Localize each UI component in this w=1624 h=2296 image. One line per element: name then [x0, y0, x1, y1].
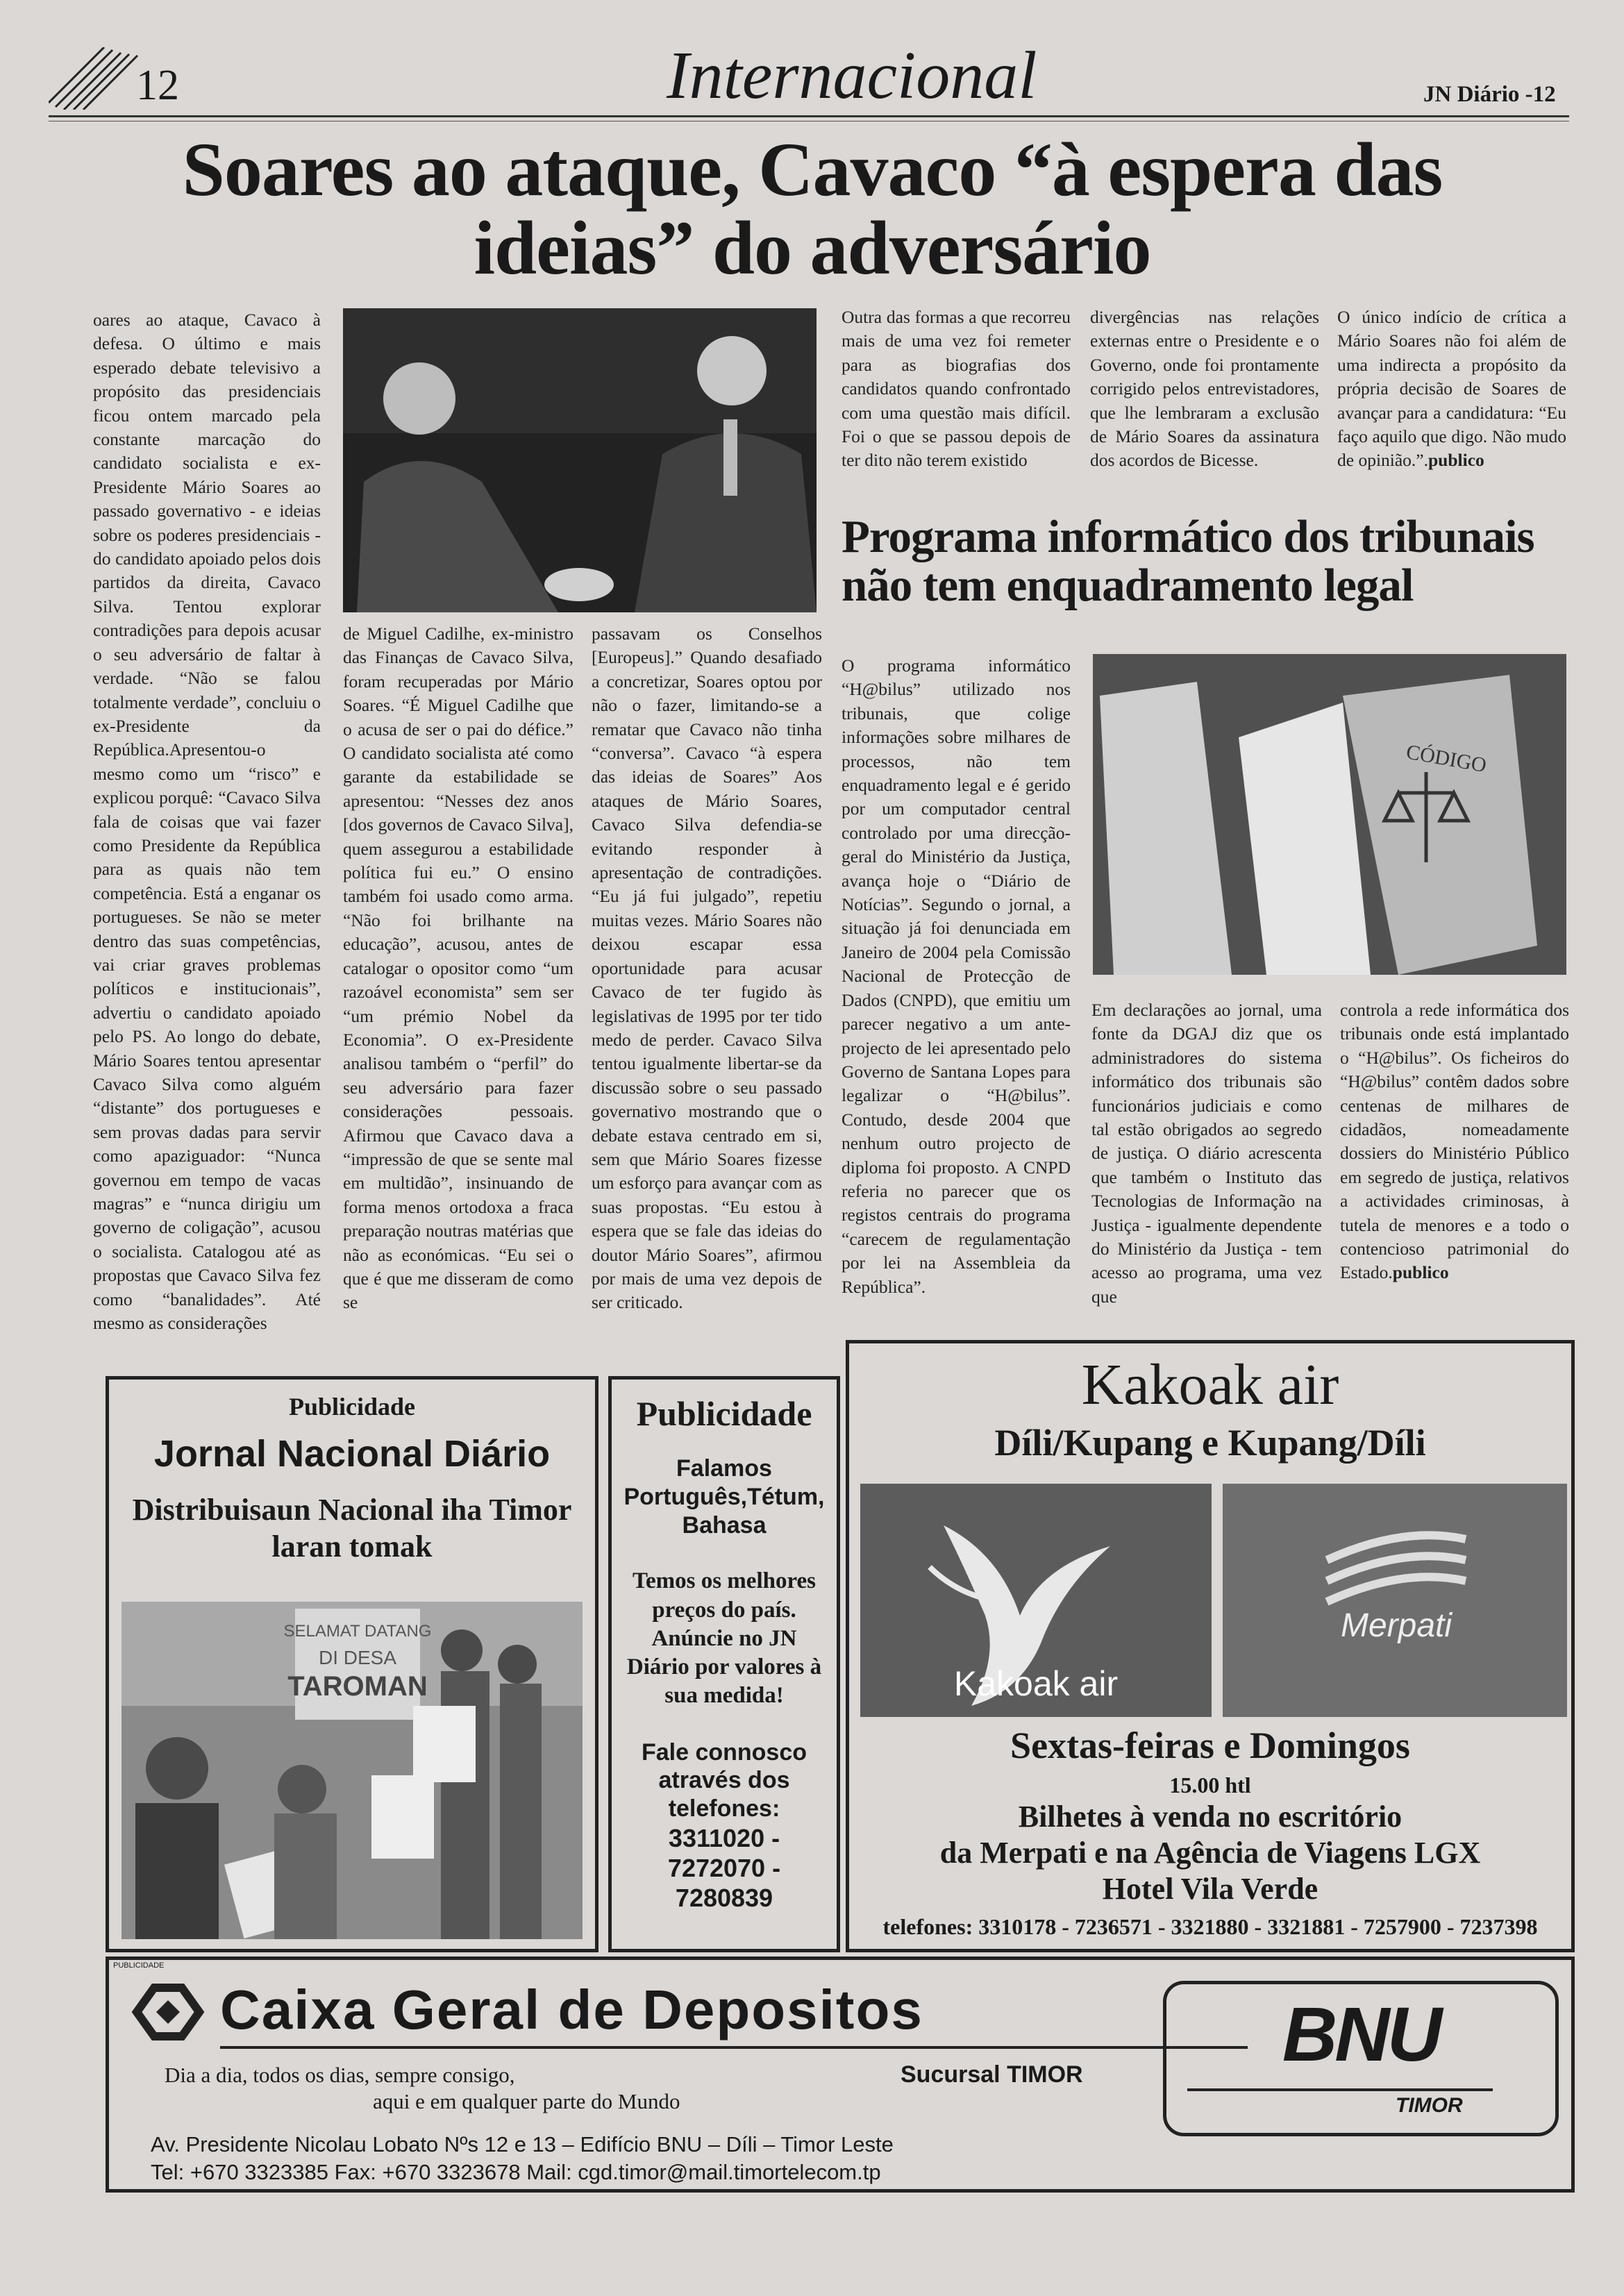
edition-label: JN Diário -12 [1423, 82, 1556, 107]
article1-column-2: de Miguel Cadilhe, ex-ministro das Finanças de Cavaco Silva, foram recuperadas por Mário Soares. “É Miguel Cadilhe que o acusa de ser o pai do défice.” O candidato socialista até como garante da estabilidade se apresentou: “Nesses dez anos [dos governos de Cavaco Silva], quem assegurou a estabilidade política fui eu.” O ensino também foi usado como arma. “Não foi brilhante na educação”, acusou, antes de catalogar o opositor como “um razoável economista” sem ser “um prémio Nobel da Economia”. O ex-Presidente analisou também o “perfil” do seu adversário para fazer considerações pessoais. Afirmou que Cavaco dava a “impressão de que se sente mal em multidão”, insinuando de forma menos ortodoxa a fraca preparação noutras matérias que não as económicas. “Eu sei o que é que me disseram de como se [343, 623, 574, 1313]
caixa-contacts: Tel: +670 3323385 Fax: +670 3323678 Mail: cgd.timor@mail.timortelecom.tp [151, 2160, 881, 2184]
ad-languages: Falamos Português,Tétum, Bahasa [623, 1455, 825, 1539]
debate-handshake-photo [343, 308, 817, 612]
kakoak-air-ad [846, 1340, 1575, 1952]
article2-column-3-text: controla a rede informática dos tribunais onde está implantado o “H@bilus”. Os ficheiros do “H@bilus” contêm dados sobre centenas de milhares de cidadãos, nomeadamente dossiers do Ministério Público em segredo de justiça, relativos a actividades criminosas, à tutela de menores e a todo o contencioso patrimonial do Estado. [1340, 1000, 1569, 1283]
kakoak-price: 15.00 htl [1169, 1773, 1251, 1798]
kakoak-title: Kakoak air [1081, 1352, 1339, 1417]
kakoak-logo [860, 1484, 1212, 1717]
ad-label: Publicidade [288, 1393, 416, 1421]
ad-tag: PUBLICIDADE [113, 1961, 165, 1970]
caixa-logo-icon [130, 1981, 206, 2043]
kakoak-tickets-line-3: Hotel Vila Verde [1102, 1871, 1319, 1906]
caixa-rule [220, 2046, 1248, 2049]
caixa-slogan-2: aqui e em qualquer parte do Mundo [373, 2089, 680, 2113]
article1-column-3: passavam os Conselhos [Europeus].” Quando desafiado a concretizar, Soares optou por não o fazer, limitando-se a rematar que Cavaco não tinha “conversa”. Cavaco “à espera das ideias de Soares” Aos ataques de Mário Soares, Cavaco Silva defendia-se evitando responder à apresentação de contradições. “Eu já fui julgado”, repetiu muitas vezes. Mário Soares não deixou escapar essa oportunidade para acusar Cavaco de ter fugido às legislativas de 1995 por ter tido medo de perder. Cavaco Silva tentou igualmente libertar-se da discussão sobre o seu passado governativo mostrando que o debate estava centrado em si, sem que Mário Soares fizesse um esforço para avançar com as suas propostas. “Eu estou à espera que se fale das ideias do doutor Mário Soares”, afirmou por mais de uma vez depois de ser criticado. [592, 623, 822, 1313]
section-title: Internacional [667, 38, 1037, 113]
article1-column-1: oares ao ataque, Cavaco à defesa. O último e mais esperado debate televisivo a propósito das presidenciais ficou ontem marcado pela constante marcação do candidato socialista e ex-Presidente Mário Soares ao passado governativo - e ideias sobre os poderes presidenciais - do candidato apoiado pelos dois partidos da direita, Cavaco Silva. Tentou explorar contradições para depois acusar o seu adversário de faltar à verdade. “Não se falou totalmente verdade”, concluiu o ex-Presidente da República.Apresentou-o mesmo como um “risco” e explicou porquê: “Cavaco Silva fala de coisas que vai fazer como Presidente da República para as quais não tem competência. Está a enganar os portugueses. Se não se meter dentro das suas competências, vai criar graves problemas políticos e institucionais”, advertiu o candidato apoiado pelo PS. Ao longo do debate, Mário Soares tentou apresentar Cavaco Silva como alguém “distante” dos portugueses e sem provas dadas para servir como apaziguador: “Nunca governou em tempo de vacas magras” e “nunca dirigiu um governo de coligação”, acusou o socialista. Catalogou até as propostas que Cavaco Silva fez como “banalidades”. Até mesmo as considerações [93, 310, 321, 1334]
article1-signature: publico [1428, 450, 1484, 471]
ad-offer: Temos os melhores preços do país. Anúncie no JN Diário por valores à sua medida! [626, 1568, 822, 1709]
merpati-logo [1223, 1484, 1567, 1717]
main-headline: Soares ao ataque, Cavaco “à espera das ideias” do adversário [182, 127, 1443, 291]
page-number: 12 [136, 62, 179, 109]
kakoak-days: Sextas-feiras e Domingos [1010, 1725, 1410, 1766]
article1-column-6-text: O único indício de crítica a Mário Soares não foi além de uma indirecta a propósito da própria decisão de Soares de avançar para a candidatura: “Eu faço aquilo que digo. Não mudo de opinião.”. [1337, 307, 1566, 471]
caixa-geral-ad [106, 1956, 1575, 2193]
bnu-sub: TIMOR [1396, 2094, 1463, 2117]
kakoak-tickets [849, 1799, 1571, 1907]
sign-line-3: TAROMAN [287, 1671, 428, 1702]
caixa-name: Caixa Geral de Depositos [220, 1979, 923, 2041]
ad-contact-label: Fale connosco através dos telefones: [641, 1738, 807, 1822]
bnu-rule [1187, 2088, 1493, 2091]
ad-jornal-subtitle: Distribuisaun Nacional iha Timor laran tomak [132, 1493, 572, 1564]
village-readers-photo [122, 1602, 583, 1939]
article2-headline: Programa informático dos tribunais não tem enquadramento legal [842, 511, 1534, 612]
advertising-offer-ad [608, 1376, 840, 1952]
header-rule [49, 115, 1569, 117]
bnu-logo: BNU [1282, 1992, 1440, 2077]
caixa-address: Av. Presidente Nicolau Lobato Nºs 12 e 13 – Edifício BNU – Díli – Timor Leste [151, 2132, 894, 2156]
sign-line-1: SELAMAT DATANG [283, 1622, 432, 1641]
ad-phone-2: 7272070 - [667, 1854, 781, 1883]
article2-column-1: O programa informático “H@bilus” utilizado nos tribunais, que colige informações sobre milhares de processos, não tem enquadramento legal e é gerido por um computador central controlado por uma direcção-geral do Ministério da Justiça, avança hoje o “Diário de Notícias”. Segundo o jornal, a situação já foi denunciada em Janeiro de 2004 pela Comissão Nacional de Protecção de Dados (CNPD), que emitiu um parecer negativo a um ante-projecto de lei apresentado pelo Governo de Santana Lopes para legalizar o “H@bilus”. Contudo, desde 2004 que nenhum outro projecto de diploma foi proposto. A CNPD referia no parecer que os registos centrais do programa “carecem de regulamentação por lei na Assembleia da República”. [842, 655, 1071, 1297]
caixa-branch: Sucursal TIMOR [901, 2061, 1083, 2088]
ad-label: Publicidade [636, 1394, 812, 1433]
kakoak-route: Díli/Kupang e Kupang/Díli [994, 1422, 1426, 1464]
article1-column-4: Outra das formas a que recorreu mais de uma vez foi remeter para as biografias dos candidatos quando confrontado com uma questão mais difícil. Foi o que se passou depois de ter dito não terem existido [842, 307, 1071, 471]
kakoak-phones: telefones: 3310178 - 7236571 - 3321880 - 3321881 - 7257900 - 7237398 [882, 1914, 1538, 1939]
article2-column-2: Em declarações ao jornal, uma fonte da DGAJ diz que os administradores do sistema informático dos tribunais são funcionários judiciais e como tal estão obrigados ao segredo de justiça. O diário acrescenta que também o Instituto das Tecnologias de Informação na Justiça - igualmente dependente do Ministério da Justiça - tem acesso ao programa, uma vez que [1091, 1000, 1322, 1307]
jornal-nacional-ad [106, 1376, 598, 1952]
sign-line-2: DI DESA [318, 1647, 397, 1668]
caixa-slogan-1: Dia a dia, todos os dias, sempre consigo, [165, 2063, 515, 2087]
court-code-book-photo [1093, 654, 1566, 975]
bnu-logo-box [1163, 1981, 1559, 2136]
ad-phone-3: 7280839 [675, 1884, 773, 1913]
ad-phone-1: 3311020 - [668, 1824, 780, 1853]
ad-jornal-title: Jornal Nacional Diário [153, 1433, 551, 1475]
kakoak-logo-text: Kakoak air [953, 1664, 1119, 1703]
article1-column-5: divergências nas relações externas entre o Presidente e o Governo, onde foi prontamente corrigido pelos entrevistadores, que lhe lembraram a exclusão de Mário Soares da assinatura dos acordos de Bicesse. [1090, 307, 1319, 471]
merpati-logo-text: Merpati [1340, 1607, 1453, 1644]
kakoak-tickets-line-2: da Merpati e na Agência de Viagens LGX [939, 1835, 1481, 1870]
article2-column-3 [1340, 998, 1569, 1327]
book-cover-label: CÓDIGO [1404, 740, 1489, 778]
article2-signature: publico [1392, 1262, 1449, 1283]
kakoak-tickets-line-1: Bilhetes à venda no escritório [1018, 1800, 1403, 1834]
article1-column-6 [1337, 305, 1566, 493]
